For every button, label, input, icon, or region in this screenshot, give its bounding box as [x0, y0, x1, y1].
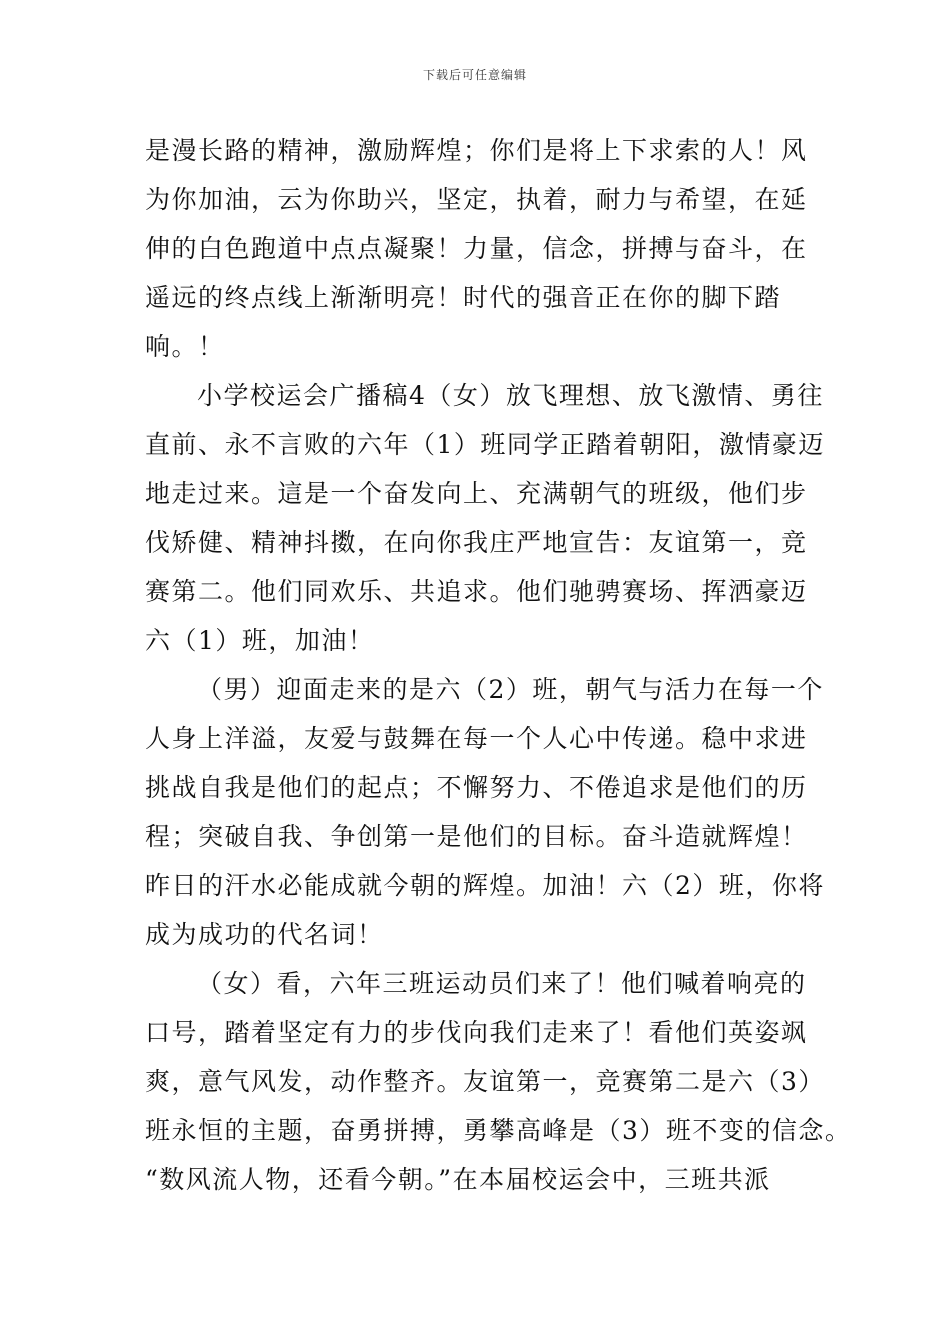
text-line: 为你加油，云为你助兴，坚定，执着，耐力与希望，在延 — [145, 185, 808, 214]
text-line: 伐矫健、精神抖擞，在向你我庄严地宣告：友谊第一，竞 — [145, 528, 808, 557]
text-line: 直前、永不言败的六年（1）班同学正踏着朝阳，激情豪迈 — [145, 430, 825, 459]
text-line: 伸的白色跑道中点点凝聚！力量，信念，拼搏与奋斗，在 — [145, 234, 808, 263]
text-line: 地走过来。這是一个奋发向上、充满朝气的班级，他们步 — [145, 479, 808, 508]
text-line: 六（1）班，加油！ — [145, 626, 375, 655]
text-line: 人身上洋溢，友爱与鼓舞在每一个人心中传递。稳中求进 — [145, 724, 808, 753]
document-body — [145, 126, 852, 1204]
page-header: 下载后可任意编辑 — [422, 68, 527, 82]
text-line: 遥远的终点线上渐渐明亮！时代的强音正在你的脚下踏 — [145, 283, 782, 312]
text-line: 响。！ — [145, 332, 225, 361]
text-line: 爽，意气风发，动作整齐。友谊第一，竞赛第二是六（3） — [145, 1067, 825, 1096]
text-line: 赛第二。他们同欢乐、共追求。他们驰骋赛场、挥洒豪迈 — [145, 577, 808, 606]
text-line: 程；突破自我、争创第一是他们的目标。奋斗造就辉煌！ — [145, 822, 808, 851]
text-line: “数风流人物，还看今朝。”在本届校运会中，三班共派 — [145, 1165, 771, 1194]
text-line: 小学校运会广播稿4（女）放飞理想、放飞激情、勇往 — [197, 381, 824, 410]
text-line: 成为成功的代名词！ — [145, 920, 384, 949]
text-line: （男）迎面走来的是六（2）班，朝气与活力在每一个 — [197, 675, 824, 704]
text-line: 挑战自我是他们的起点；不懈努力、不倦追求是他们的历 — [145, 773, 808, 802]
text-line: （女）看，六年三班运动员们来了！他们喊着响亮的 — [197, 969, 807, 998]
text-line: 是漫长路的精神，激励辉煌；你们是将上下求索的人！风 — [145, 136, 808, 165]
text-line: 昨日的汗水必能成就今朝的辉煌。加油！六（2）班，你将 — [145, 871, 825, 900]
text-line: 班永恒的主题，奋勇拼搏，勇攀高峰是（3）班不变的信念。 — [145, 1116, 852, 1145]
text-line: 口号，踏着坚定有力的步伐向我们走来了！看他们英姿飒 — [145, 1018, 808, 1047]
